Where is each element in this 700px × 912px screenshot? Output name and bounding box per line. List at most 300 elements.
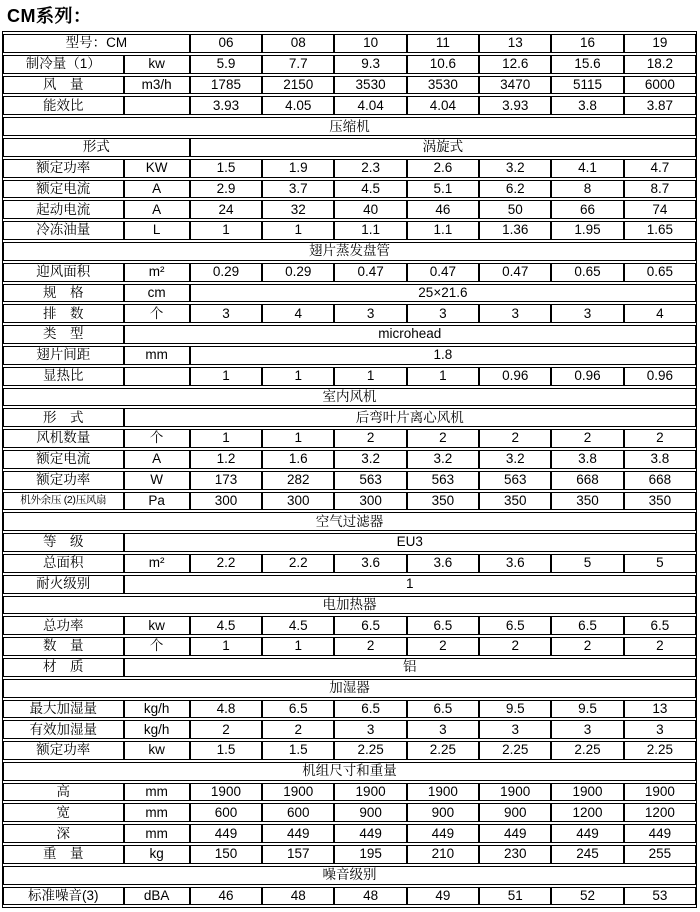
row-label: 额定电流: [3, 180, 124, 199]
cell-value: 2.2: [190, 554, 262, 573]
model-number-cell: 19: [624, 34, 696, 53]
cell-value: 4.8: [190, 700, 262, 719]
cell-value: 2: [334, 637, 406, 656]
cell-value: 449: [190, 824, 262, 843]
cell-value: 46: [407, 200, 479, 219]
section-title: 压缩机: [3, 117, 696, 136]
cell-value: 1: [262, 367, 334, 386]
row-unit: mm: [124, 824, 190, 843]
cell-value: 3.8: [551, 96, 623, 115]
cell-value-merged: microhead: [124, 325, 696, 344]
cell-value: 1: [190, 637, 262, 656]
cell-value: 3.6: [407, 554, 479, 573]
table-row: [3, 96, 696, 115]
row-label: 额定功率: [3, 741, 124, 760]
cell-value: 3530: [407, 76, 479, 95]
row-unit: 个: [124, 429, 190, 448]
row-unit: m3/h: [124, 76, 190, 95]
table-row: [3, 803, 696, 822]
model-number-cell: 08: [262, 34, 334, 53]
cell-value: 1.36: [479, 221, 551, 240]
cell-value: 2.25: [624, 741, 696, 760]
cell-value: 173: [190, 471, 262, 490]
cell-value: 1200: [551, 803, 623, 822]
cell-value: 48: [334, 887, 406, 906]
cell-value: 1: [190, 221, 262, 240]
row-label: 能效比: [3, 96, 124, 115]
cell-value: 2.3: [334, 159, 406, 178]
table-row: [3, 845, 696, 864]
cell-value: 2.6: [407, 159, 479, 178]
cell-value-merged: 涡旋式: [190, 138, 696, 157]
cell-value: 2: [624, 429, 696, 448]
table-row: [3, 575, 696, 594]
cell-value: 195: [334, 845, 406, 864]
cell-value: 1.5: [262, 741, 334, 760]
row-label: 风 量: [3, 76, 124, 95]
cell-value: 7.7: [262, 55, 334, 74]
cell-value-merged: 后弯叶片离心风机: [124, 408, 696, 427]
cell-value: 0.65: [624, 263, 696, 282]
section-title: 空气过滤器: [3, 512, 696, 531]
cell-value: 3: [334, 720, 406, 739]
section-row: [3, 512, 696, 531]
section-title: 噪音级别: [3, 866, 696, 885]
cell-value: 3.93: [190, 96, 262, 115]
cell-value: 8: [551, 180, 623, 199]
table-row: [3, 533, 696, 552]
row-label: 类 型: [3, 325, 124, 344]
cell-value: 1900: [407, 783, 479, 802]
table-row: [3, 367, 696, 386]
cell-value: 13: [624, 700, 696, 719]
model-number-cell: 16: [551, 34, 623, 53]
cell-value: 5.1: [407, 180, 479, 199]
cell-value: 12.6: [479, 55, 551, 74]
cell-value: 0.29: [190, 263, 262, 282]
cell-value: 3.6: [334, 554, 406, 573]
row-label: 等 级: [3, 533, 124, 552]
row-unit: mm: [124, 346, 190, 365]
section-row: [3, 117, 696, 136]
cell-value: 563: [479, 471, 551, 490]
cell-value: 52: [551, 887, 623, 906]
cell-value: 18.2: [624, 55, 696, 74]
cell-value: 245: [551, 845, 623, 864]
row-unit: mm: [124, 783, 190, 802]
cell-value: 74: [624, 200, 696, 219]
cell-value: 5.9: [190, 55, 262, 74]
section-title: 翅片蒸发盘管: [3, 242, 696, 261]
cell-value: 2.25: [479, 741, 551, 760]
cell-value: 1900: [262, 783, 334, 802]
cell-value: 4: [624, 304, 696, 323]
cell-value: 210: [407, 845, 479, 864]
cell-value: 150: [190, 845, 262, 864]
table-row: [3, 450, 696, 469]
model-header-cell: 型号：CM: [3, 34, 190, 53]
row-unit: kw: [124, 741, 190, 760]
cell-value-merged: EU3: [124, 533, 696, 552]
row-label: 有效加湿量: [3, 720, 124, 739]
table-row: [3, 492, 696, 511]
cell-value: 6.5: [334, 700, 406, 719]
row-label: 耐火级别: [3, 575, 124, 594]
row-label: 制冷量（1）: [3, 55, 124, 74]
cell-value: 6.5: [479, 616, 551, 635]
cell-value: 40: [334, 200, 406, 219]
cell-value: 3.8: [551, 450, 623, 469]
row-label: 形 式: [3, 408, 124, 427]
model-number-cell: 13: [479, 34, 551, 53]
row-unit: KW: [124, 159, 190, 178]
cell-value: 1900: [551, 783, 623, 802]
cell-value: 3.93: [479, 96, 551, 115]
section-row: [3, 596, 696, 615]
cell-value: 255: [624, 845, 696, 864]
cell-value: 449: [479, 824, 551, 843]
row-label: 形式: [3, 138, 190, 157]
cell-value: 1: [190, 367, 262, 386]
row-label: 深: [3, 824, 124, 843]
row-label: 数 量: [3, 637, 124, 656]
cell-value: 3.7: [262, 180, 334, 199]
cell-value: 53: [624, 887, 696, 906]
cell-value: 350: [479, 492, 551, 511]
cell-value: 2: [551, 637, 623, 656]
table-row: [3, 159, 696, 178]
cell-value: 3: [479, 304, 551, 323]
row-label: 规 格: [3, 284, 124, 303]
cell-value: 3: [407, 720, 479, 739]
cell-value: 1900: [334, 783, 406, 802]
table-row: [3, 637, 696, 656]
cell-value: 282: [262, 471, 334, 490]
cell-value: 4.5: [262, 616, 334, 635]
row-unit: A: [124, 200, 190, 219]
cell-value: 4.04: [334, 96, 406, 115]
row-label: 显热比: [3, 367, 124, 386]
table-row: [3, 658, 696, 677]
cell-value: 600: [190, 803, 262, 822]
model-number-cell: 11: [407, 34, 479, 53]
cell-value: 8.7: [624, 180, 696, 199]
cell-value: 2.2: [262, 554, 334, 573]
cell-value: 48: [262, 887, 334, 906]
row-unit: A: [124, 450, 190, 469]
table-row: [3, 284, 696, 303]
table-row: [3, 741, 696, 760]
row-unit: A: [124, 180, 190, 199]
row-label: 额定功率: [3, 159, 124, 178]
section-title: 室内风机: [3, 388, 696, 407]
section-row: [3, 866, 696, 885]
cell-value: 1.65: [624, 221, 696, 240]
cell-value: 1900: [624, 783, 696, 802]
cell-value: 5: [624, 554, 696, 573]
row-unit: m²: [124, 263, 190, 282]
cell-value: 4: [262, 304, 334, 323]
cell-value: 1.2: [190, 450, 262, 469]
cell-value: 449: [624, 824, 696, 843]
cell-value: 5: [551, 554, 623, 573]
cell-value: 1.5: [190, 159, 262, 178]
row-unit: kw: [124, 55, 190, 74]
row-label: 机外余压 (2)压风扇: [3, 492, 124, 511]
row-unit: [124, 96, 190, 115]
table-row: [3, 346, 696, 365]
cell-value: 1.5: [190, 741, 262, 760]
cell-value: 0.47: [407, 263, 479, 282]
row-label: 起动电流: [3, 200, 124, 219]
table-row: [3, 76, 696, 95]
cell-value: 6.5: [334, 616, 406, 635]
row-label: 额定电流: [3, 450, 124, 469]
cell-value: 3: [551, 304, 623, 323]
cell-value: 6.5: [551, 616, 623, 635]
cell-value: 2.25: [407, 741, 479, 760]
row-unit: dBA: [124, 887, 190, 906]
cell-value: 1.95: [551, 221, 623, 240]
cell-value: 51: [479, 887, 551, 906]
cell-value: 3: [551, 720, 623, 739]
section-row: [3, 679, 696, 698]
cell-value: 1: [334, 367, 406, 386]
cell-value: 9.3: [334, 55, 406, 74]
row-label: 材 质: [3, 658, 124, 677]
cell-value: 6.5: [262, 700, 334, 719]
row-unit: 个: [124, 637, 190, 656]
row-label: 翅片间距: [3, 346, 124, 365]
cell-value: 4.1: [551, 159, 623, 178]
section-title: 电加热器: [3, 596, 696, 615]
cell-value: 300: [262, 492, 334, 511]
cell-value: 3.87: [624, 96, 696, 115]
row-label: 排 数: [3, 304, 124, 323]
cell-value: 3: [190, 304, 262, 323]
row-label: 高: [3, 783, 124, 802]
cell-value: 300: [334, 492, 406, 511]
cell-value: 2.25: [551, 741, 623, 760]
section-row: [3, 242, 696, 261]
row-unit: m²: [124, 554, 190, 573]
cell-value: 2: [334, 429, 406, 448]
cell-value: 50: [479, 200, 551, 219]
cell-value: 900: [334, 803, 406, 822]
cell-value: 4.05: [262, 96, 334, 115]
table-row: [3, 408, 696, 427]
table-row: [3, 180, 696, 199]
cell-value: 1200: [624, 803, 696, 822]
row-unit: [124, 367, 190, 386]
row-unit: kg/h: [124, 700, 190, 719]
cell-value: 2150: [262, 76, 334, 95]
cell-value: 1: [190, 429, 262, 448]
cell-value: 0.96: [624, 367, 696, 386]
cell-value: 563: [407, 471, 479, 490]
cell-value-merged: 1.8: [190, 346, 696, 365]
cell-value: 4.7: [624, 159, 696, 178]
cell-value: 2: [479, 637, 551, 656]
cell-value: 6.5: [407, 700, 479, 719]
cell-value: 3.2: [407, 450, 479, 469]
cell-value: 9.5: [551, 700, 623, 719]
cell-value-merged: 1: [124, 575, 696, 594]
row-label: 总面积: [3, 554, 124, 573]
cell-value: 3.2: [479, 159, 551, 178]
cell-value: 3.2: [479, 450, 551, 469]
cell-value: 449: [334, 824, 406, 843]
row-unit: 个: [124, 304, 190, 323]
row-label: 冷冻油量: [3, 221, 124, 240]
table-row: [3, 700, 696, 719]
cell-value: 668: [551, 471, 623, 490]
cell-value: 1: [407, 367, 479, 386]
cell-value-merged: 25×21.6: [190, 284, 696, 303]
cell-value: 2: [190, 720, 262, 739]
table-row: [3, 325, 696, 344]
cell-value: 300: [190, 492, 262, 511]
section-row: [3, 762, 696, 781]
cell-value: 1900: [190, 783, 262, 802]
row-label: 迎风面积: [3, 263, 124, 282]
spec-table: [2, 31, 697, 908]
row-label: 额定功率: [3, 471, 124, 490]
cell-value: 0.47: [479, 263, 551, 282]
cell-value: 2: [479, 429, 551, 448]
table-row: [3, 429, 696, 448]
row-unit: cm: [124, 284, 190, 303]
cell-value: 350: [551, 492, 623, 511]
cell-value: 2: [407, 429, 479, 448]
cell-value: 157: [262, 845, 334, 864]
section-row: [3, 388, 696, 407]
row-label: 重 量: [3, 845, 124, 864]
cell-value: 6000: [624, 76, 696, 95]
cell-value: 3: [334, 304, 406, 323]
cell-value-merged: 铝: [124, 658, 696, 677]
cell-value: 49: [407, 887, 479, 906]
row-unit: W: [124, 471, 190, 490]
model-number-cell: 10: [334, 34, 406, 53]
cell-value: 350: [624, 492, 696, 511]
table-row: [3, 616, 696, 635]
cell-value: 0.65: [551, 263, 623, 282]
model-number-cell: 06: [190, 34, 262, 53]
cell-value: 6.5: [407, 616, 479, 635]
cell-value: 2: [262, 720, 334, 739]
cell-value: 563: [334, 471, 406, 490]
table-row: [3, 263, 696, 282]
section-title: 机组尺寸和重量: [3, 762, 696, 781]
cell-value: 0.47: [334, 263, 406, 282]
row-label: 风机数量: [3, 429, 124, 448]
cell-value: 900: [479, 803, 551, 822]
cell-value: 3.2: [334, 450, 406, 469]
cell-value: 66: [551, 200, 623, 219]
cell-value: 5115: [551, 76, 623, 95]
cell-value: 1785: [190, 76, 262, 95]
cell-value: 449: [407, 824, 479, 843]
cell-value: 6.5: [624, 616, 696, 635]
table-row: [3, 55, 696, 74]
cell-value: 4.5: [334, 180, 406, 199]
table-row: [3, 304, 696, 323]
spec-table-body: [3, 34, 696, 905]
table-row: [3, 221, 696, 240]
cell-value: 2: [551, 429, 623, 448]
cell-value: 350: [407, 492, 479, 511]
row-unit: kw: [124, 616, 190, 635]
cell-value: 24: [190, 200, 262, 219]
cell-value: 449: [262, 824, 334, 843]
cell-value: 32: [262, 200, 334, 219]
table-row: [3, 824, 696, 843]
cell-value: 230: [479, 845, 551, 864]
cell-value: 0.96: [479, 367, 551, 386]
cell-value: 3470: [479, 76, 551, 95]
cell-value: 3: [407, 304, 479, 323]
cell-value: 4.04: [407, 96, 479, 115]
cell-value: 3: [624, 720, 696, 739]
cell-value: 3.8: [624, 450, 696, 469]
table-row: [3, 138, 696, 157]
cell-value: 1.1: [334, 221, 406, 240]
table-row: [3, 554, 696, 573]
cell-value: 6.2: [479, 180, 551, 199]
cell-value: 3.6: [479, 554, 551, 573]
cell-value: 3530: [334, 76, 406, 95]
cell-value: 600: [262, 803, 334, 822]
cell-value: 10.6: [407, 55, 479, 74]
row-unit: Pa: [124, 492, 190, 511]
cell-value: 668: [624, 471, 696, 490]
cell-value: 1.9: [262, 159, 334, 178]
row-label: 标准噪音(3): [3, 887, 124, 906]
cell-value: 46: [190, 887, 262, 906]
table-row: [3, 200, 696, 219]
cell-value: 15.6: [551, 55, 623, 74]
cell-value: 1: [262, 221, 334, 240]
row-label: 总功率: [3, 616, 124, 635]
row-unit: kg/h: [124, 720, 190, 739]
table-row: [3, 720, 696, 739]
table-row: [3, 887, 696, 906]
cell-value: 2.9: [190, 180, 262, 199]
cell-value: 1.6: [262, 450, 334, 469]
cell-value: 1: [262, 637, 334, 656]
page-title: CM系列：: [7, 6, 92, 26]
cell-value: 9.5: [479, 700, 551, 719]
section-title: 加湿器: [3, 679, 696, 698]
cell-value: 0.29: [262, 263, 334, 282]
cell-value: 449: [551, 824, 623, 843]
row-label: 宽: [3, 803, 124, 822]
cell-value: 1.1: [407, 221, 479, 240]
table-row: [3, 471, 696, 490]
table-row: [3, 34, 696, 53]
cell-value: 3: [479, 720, 551, 739]
table-row: [3, 783, 696, 802]
cell-value: 1: [262, 429, 334, 448]
row-label: 最大加湿量: [3, 700, 124, 719]
cell-value: 1900: [479, 783, 551, 802]
cell-value: 4.5: [190, 616, 262, 635]
cell-value: 2: [407, 637, 479, 656]
row-unit: L: [124, 221, 190, 240]
row-unit: mm: [124, 803, 190, 822]
row-unit: kg: [124, 845, 190, 864]
